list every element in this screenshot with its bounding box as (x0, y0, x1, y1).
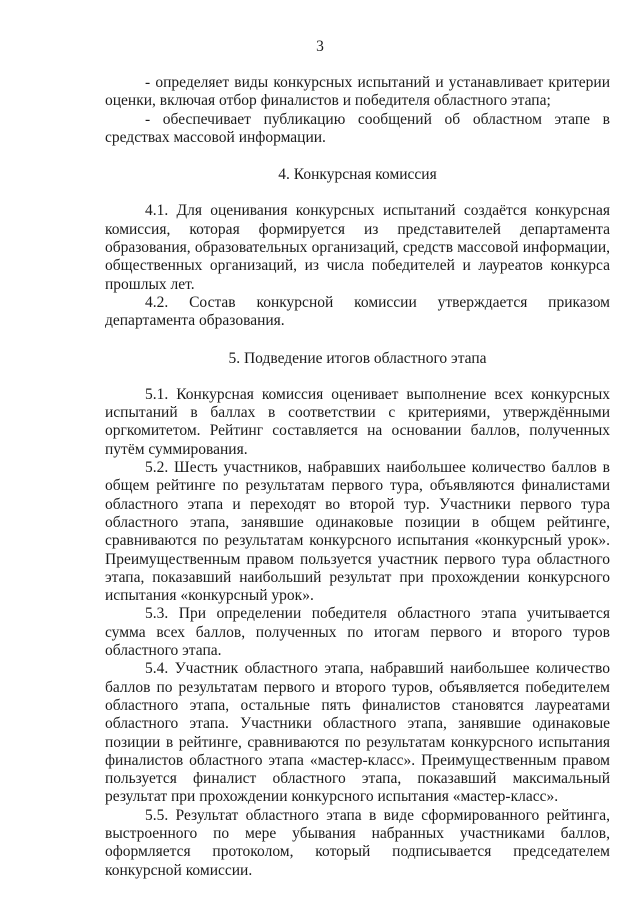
intro-bullet-2: - обеспечивает публикацию сообщений об областном этапе в средствах массовой информации. (105, 110, 610, 146)
paragraph-4-1: 4.1. Для оценивания конкурсных испытаний создаётся конкурсная комиссия, которая формируется из представителей департамента образования, образовательных организаций, средств массовой информации, общественных организаций, из числа победителей и лауреатов конкурса прошлых лет. (105, 202, 610, 293)
document-body (105, 74, 610, 880)
intro-bullet-1: - определяет виды конкурсных испытаний и устанавливает критерии оценки, включая отбор финалистов и победителя областного этапа; (105, 74, 610, 110)
paragraph-4-2: 4.2. Состав конкурсной комиссии утверждается приказом департамента образования. (105, 293, 610, 330)
paragraph-5-2: 5.2. Шесть участников, набравших наибольшее количество баллов в общем рейтинге по результатам первого тура, объявляются финалистами областного этапа и переходят во второй тур. Участники первого тура областного этапа, занявшие одинаковые позиции в общем рейтинге, сравниваются по результатам конкурсного испытания «конкурсный урок». Преимущественным правом пользуется участник первого тура областного этапа, показавший наибольший результат при прохождении конкурсного испытания «конкурсный урок». (105, 459, 610, 605)
paragraph-5-1: 5.1. Конкурсная комиссия оценивает выполнение всех конкурсных испытаний в баллах в соответствии с критериями, утверждёнными оргкомитетом. Рейтинг составляется на основании баллов, полученных путём суммирования. (105, 385, 610, 458)
section-5-heading: 5. Подведение итогов областного этапа (228, 349, 487, 367)
section-4-heading: 4. Конкурсная комиссия (278, 166, 437, 184)
page-number: 3 (316, 38, 324, 55)
paragraph-5-4: 5.4. Участник областного этапа, набравший наибольшее количество баллов по результатам первого и второго туров, объявляется победителем областного этапа, остальные пять финалистов становятся лауреатами областного этапа. Участники областного этапа, занявшие одинаковые позиции в рейтинге, сравниваются по результатам конкурсного испытания финалистов областного этапа «мастер-класс». Преимущественным правом пользуется финалист областного этапа, показавший максимальный результат при прохождении конкурсного испытания «мастер-класс». (105, 660, 610, 806)
paragraph-5-5: 5.5. Результат областного этапа в виде сформированного рейтинга, выстроенного по мере убывания набранных участниками баллов, оформляется протоколом, который подписывается председателем конкурсной комиссии. (105, 806, 610, 879)
paragraph-5-3: 5.3. При определении победителя областного этапа учитывается сумма всех баллов, полученных по итогам первого и второго туров областного этапа. (105, 605, 610, 660)
